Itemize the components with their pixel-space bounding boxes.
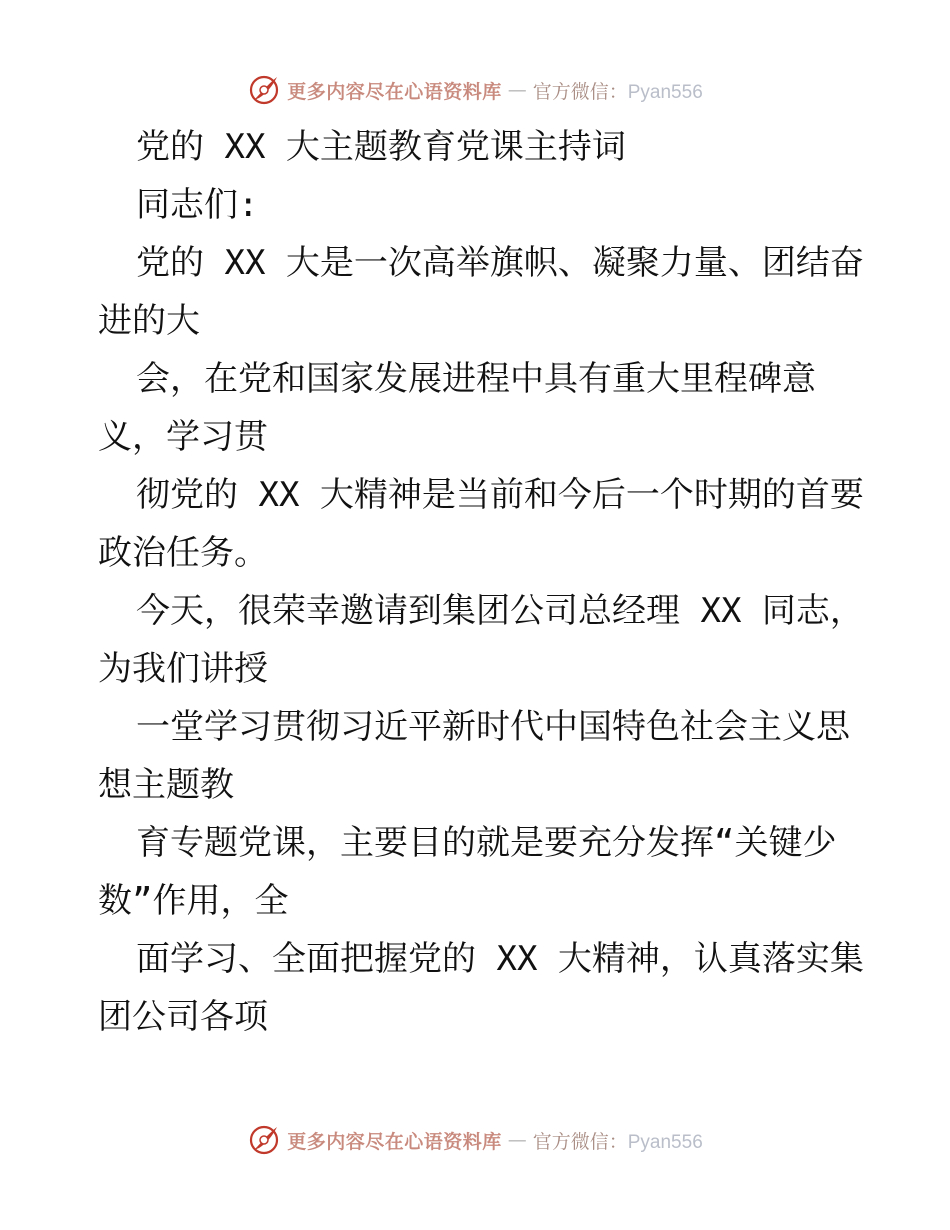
paragraph-line: 会，在党和国家发展进程中具有重大里程碑意 (136, 359, 816, 399)
footer-separator: — (507, 1129, 527, 1151)
paragraph-line: 彻党的 XX 大精神是当前和今后一个时期的首要 (136, 475, 864, 515)
paragraph-line: 党的 XX 大是一次高举旗帜、凝聚力量、团结奋 (136, 243, 864, 283)
header-banner (0, 70, 950, 110)
footer-wechat (533, 1127, 703, 1154)
document-body (98, 118, 864, 1046)
footer-site-text: 更多内容尽在心语资料库 (287, 1130, 502, 1153)
quill-pen-logo-icon (247, 1123, 281, 1157)
paragraph-line: 面学习、全面把握党的 XX 大精神，认真落实集 (136, 939, 864, 979)
quill-pen-logo-icon (247, 73, 281, 107)
header-wechat (533, 77, 703, 104)
footer-wechat-label: 官方微信： (532, 1130, 628, 1153)
footer-banner (0, 1120, 950, 1160)
paragraph-line: 今天，很荣幸邀请到集团公司总经理 XX 同志， (136, 591, 864, 631)
paragraph-line: 为我们讲授 (98, 649, 268, 689)
header-separator: — (507, 79, 527, 101)
footer-wechat-handle: Pyan556 (627, 1131, 703, 1153)
salutation: 同志们: (136, 185, 259, 225)
header-site-text: 更多内容尽在心语资料库 (287, 80, 502, 103)
paragraph-line: 政治任务。 (98, 533, 268, 573)
paragraph-line: 团公司各项 (98, 997, 268, 1037)
paragraph-line: 义，学习贯 (98, 417, 268, 457)
paragraph-line: 数”作用，全 (98, 881, 289, 921)
paragraph-line: 想主题教 (98, 765, 234, 805)
paragraph-line: 进的大 (98, 301, 200, 341)
document-title: 党的 XX 大主题教育党课主持词 (136, 127, 626, 167)
paragraph-line: 育专题党课，主要目的就是要充分发挥“关键少 (136, 823, 837, 863)
header-wechat-label: 官方微信： (532, 80, 628, 103)
header-wechat-handle: Pyan556 (627, 81, 703, 103)
paragraph-line: 一堂学习贯彻习近平新时代中国特色社会主义思 (136, 707, 850, 747)
